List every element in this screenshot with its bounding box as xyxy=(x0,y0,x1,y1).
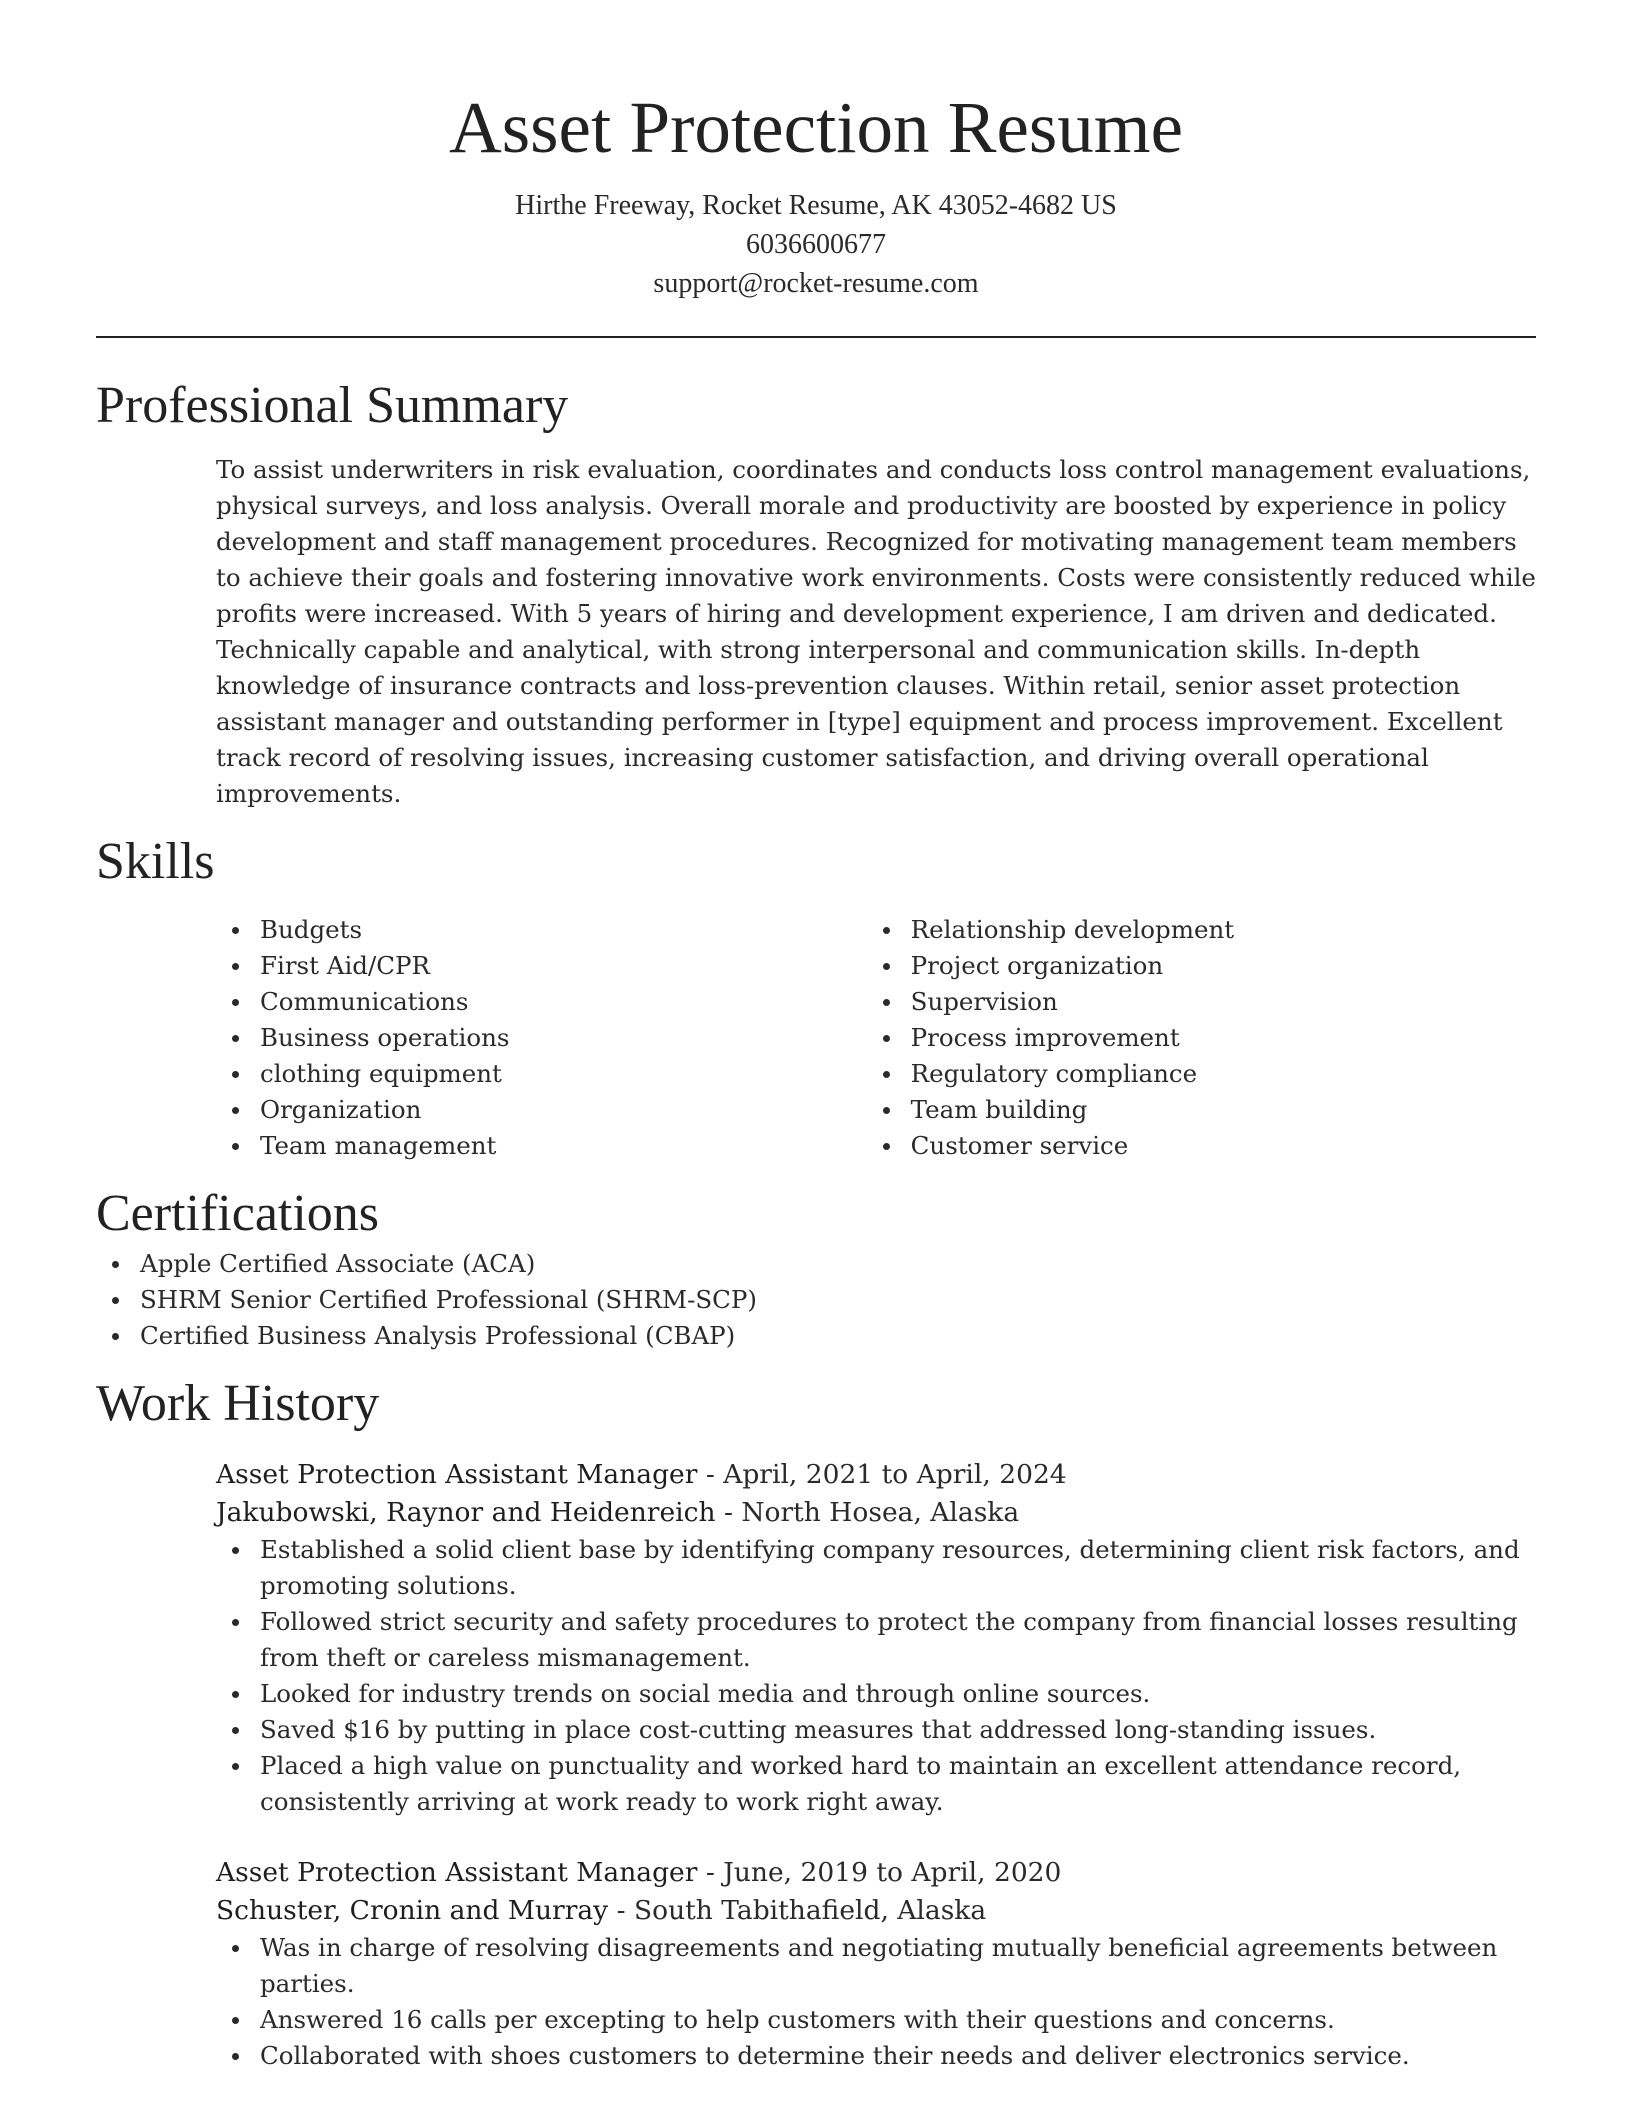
job-location: - South Tabithafield, Alaska xyxy=(608,1895,987,1926)
skills-column-left xyxy=(216,912,867,1164)
job-duties-list xyxy=(216,1930,1580,2074)
skill-item: Regulatory compliance xyxy=(911,1056,1536,1092)
skill-item: Organization xyxy=(260,1092,867,1128)
job-duty-item: Was in charge of resolving disagreements and negotiating mutually beneficial agreements between parties. xyxy=(260,1930,1580,2002)
job-duty-item: Followed strict security and safety procedures to protect the company from financial losses resulting from theft or careless mismanagement. xyxy=(260,1604,1580,1676)
job-duty-item: Collaborated with shoes customers to determine their needs and deliver electronics service. xyxy=(260,2038,1580,2074)
job-duty-item: Placed a high value on punctuality and worked hard to maintain an excellent attendance record, consistently arriving at work ready to work right away. xyxy=(260,1748,1580,1820)
job-company-line xyxy=(216,1892,1536,1930)
certification-item: SHRM Senior Certified Professional (SHRM-SCP) xyxy=(140,1282,1536,1318)
skill-item: Team building xyxy=(911,1092,1536,1128)
job-title: Asset Protection Assistant Manager xyxy=(216,1459,698,1490)
skill-item: First Aid/CPR xyxy=(260,948,867,984)
resume-page xyxy=(96,0,1536,2074)
header-divider xyxy=(96,336,1536,338)
job-duty-item: Looked for industry trends on social media and through online sources. xyxy=(260,1676,1580,1712)
contact-phone: 6036600677 xyxy=(746,229,886,260)
certification-item: Certified Business Analysis Professional (CBAP) xyxy=(140,1318,1536,1354)
summary-text: To assist underwriters in risk evaluation, coordinates and conducts loss control management evaluations, physical surveys, and loss analysis. Overall morale and productivity are boosted by experience in policy development and staff management procedures. Recognized for motivating management team members to achieve their goals and fostering innovative work environments. Costs were consistently reduced while profits were increased. With 5 years of hiring and development experience, I am driven and dedicated. Technically capable and analytical, with strong interpersonal and communication skills. In-depth knowledge of insurance contracts and loss-prevention clauses. Within retail, senior asset protection assistant manager and outstanding performer in [type] equipment and process improvement. Excellent track record of resolving issues, increasing customer satisfaction, and driving overall operational improvements. xyxy=(216,455,1536,808)
resume-title: Asset Protection Resume xyxy=(449,87,1183,168)
skill-item: Relationship development xyxy=(911,912,1536,948)
skills-column-right xyxy=(867,912,1536,1164)
skill-item: Supervision xyxy=(911,984,1536,1020)
contact-block xyxy=(96,186,1536,303)
skill-item: Customer service xyxy=(911,1128,1536,1164)
job-entry xyxy=(216,1854,1536,2074)
certification-item: Apple Certified Associate (ACA) xyxy=(140,1246,1536,1282)
job-title-line xyxy=(216,1456,1536,1494)
job-entry xyxy=(216,1456,1536,1820)
job-title: Asset Protection Assistant Manager xyxy=(216,1857,698,1888)
job-duty-item: Established a solid client base by identifying company resources, determining client risk factors, and promoting solutions. xyxy=(260,1532,1580,1604)
skills-heading: Skills xyxy=(96,833,215,890)
certifications-heading: Certifications xyxy=(96,1185,380,1242)
skill-item: Project organization xyxy=(911,948,1536,984)
job-duty-item: Answered 16 calls per excepting to help customers with their questions and concerns. xyxy=(260,2002,1580,2038)
job-dates: - April, 2021 to April, 2024 xyxy=(697,1459,1067,1490)
contact-address: Hirthe Freeway, Rocket Resume, AK 43052-4682 US xyxy=(515,190,1117,221)
job-company: Schuster, Cronin and Murray xyxy=(216,1895,609,1926)
job-duties-list xyxy=(216,1532,1580,1820)
job-dates: - June, 2019 to April, 2020 xyxy=(697,1857,1062,1888)
job-title-line xyxy=(216,1854,1536,1892)
job-company-line xyxy=(216,1494,1536,1532)
certifications-list xyxy=(96,1246,1536,1354)
skill-item: clothing equipment xyxy=(260,1056,867,1092)
skills-list xyxy=(216,912,1536,1164)
skill-item: Communications xyxy=(260,984,867,1020)
job-duty-item: Saved $16 by putting in place cost-cutting measures that addressed long-standing issues. xyxy=(260,1712,1580,1748)
work-history-heading: Work History xyxy=(96,1375,380,1432)
summary-heading: Professional Summary xyxy=(96,377,569,434)
job-location: - North Hosea, Alaska xyxy=(715,1497,1020,1528)
skill-item: Business operations xyxy=(260,1020,867,1056)
job-company: Jakubowski, Raynor and Heidenreich xyxy=(216,1497,716,1528)
skill-item: Team management xyxy=(260,1128,867,1164)
contact-email: support@rocket-resume.com xyxy=(653,268,979,299)
skill-item: Process improvement xyxy=(911,1020,1536,1056)
skill-item: Budgets xyxy=(260,912,867,948)
